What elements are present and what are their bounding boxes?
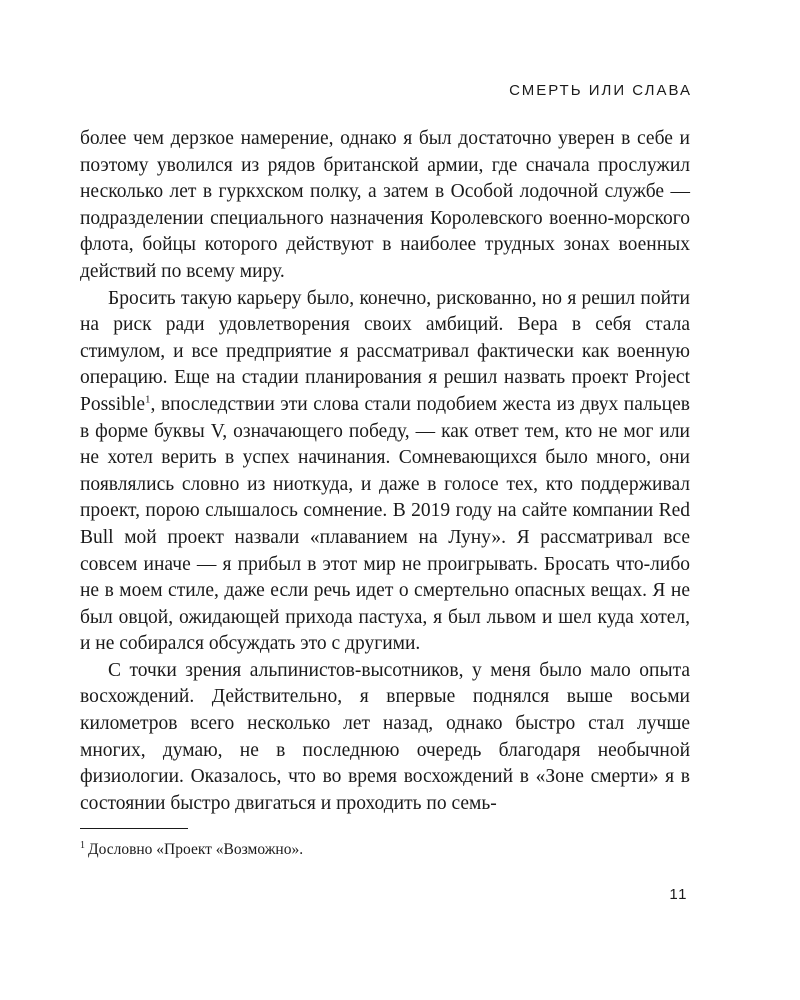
paragraph-1: более чем дерзкое намерение, однако я был достаточно уверен в себе и поэтому уволился из рядов британской армии, где сначала прослужил несколько лет в гуркхском полку, а затем в Особой лодочной службе — подразделении специального назначения Королевского военно-морского флота, бойцы которого действуют в наиболее трудных зонах военных действий по всему миру. [80, 128, 690, 282]
footnote-divider [80, 828, 188, 829]
running-head: СМЕРТЬ ИЛИ СЛАВА [509, 82, 692, 99]
footnote-reference: 1 [145, 393, 151, 406]
paragraph-2-part-2: , впоследствии эти слова стали подобием жеста из двух пальцев в форме буквы V, означающего победу, — как ответ тем, кто не мог или не хотел верить в успех начинания. Сомневающихся было много, они появлялись словно из ниоткуда, и даже в голосе тех, кто поддерживал проект, порою слышалось сомнение. В 2019 году на сайте компании Red Bull мой проект назвали «плаванием на Луну». Я рассматривал все совсем иначе — я прибыл в этот мир не проигрывать. Бросать что-либо не в моем стиле, даже если речь идет о смертельно опасных вещах. Я не был овцой, ожидающей прихода пастуха, я был львом и шел куда хотел, и не собирался обсуждать это с другими. [80, 393, 690, 655]
footnote [80, 840, 690, 860]
paragraph-2 [80, 286, 690, 658]
paragraph-2-part-1: Бросить такую карьеру было, конечно, рискованно, но я решил пойти на риск ради удовлетворения своих амбиций. Вера в себя стала стимулом, и все предприятие я рассматривал фактически как военную операцию. Еще на стадии планирования я решил назвать проект Project Possible [80, 287, 690, 415]
footnote-text: Дословно «Проект «Возможно». [88, 841, 304, 858]
footnote-marker: 1 [80, 839, 85, 851]
paragraph-3: С точки зрения альпинистов-высотников, у меня было мало опыта восхождений. Действительно, я впервые поднялся выше восьми километров всего несколько лет назад, однако быстро стал лучше многих, думаю, не в последнюю очередь благодаря необычной физиологии. Оказалось, что во время восхождений в «Зоне смерти» я в состоянии быстро двигаться и проходить по семь- [80, 659, 690, 814]
page-number: 11 [669, 886, 688, 903]
body-text [80, 126, 690, 817]
